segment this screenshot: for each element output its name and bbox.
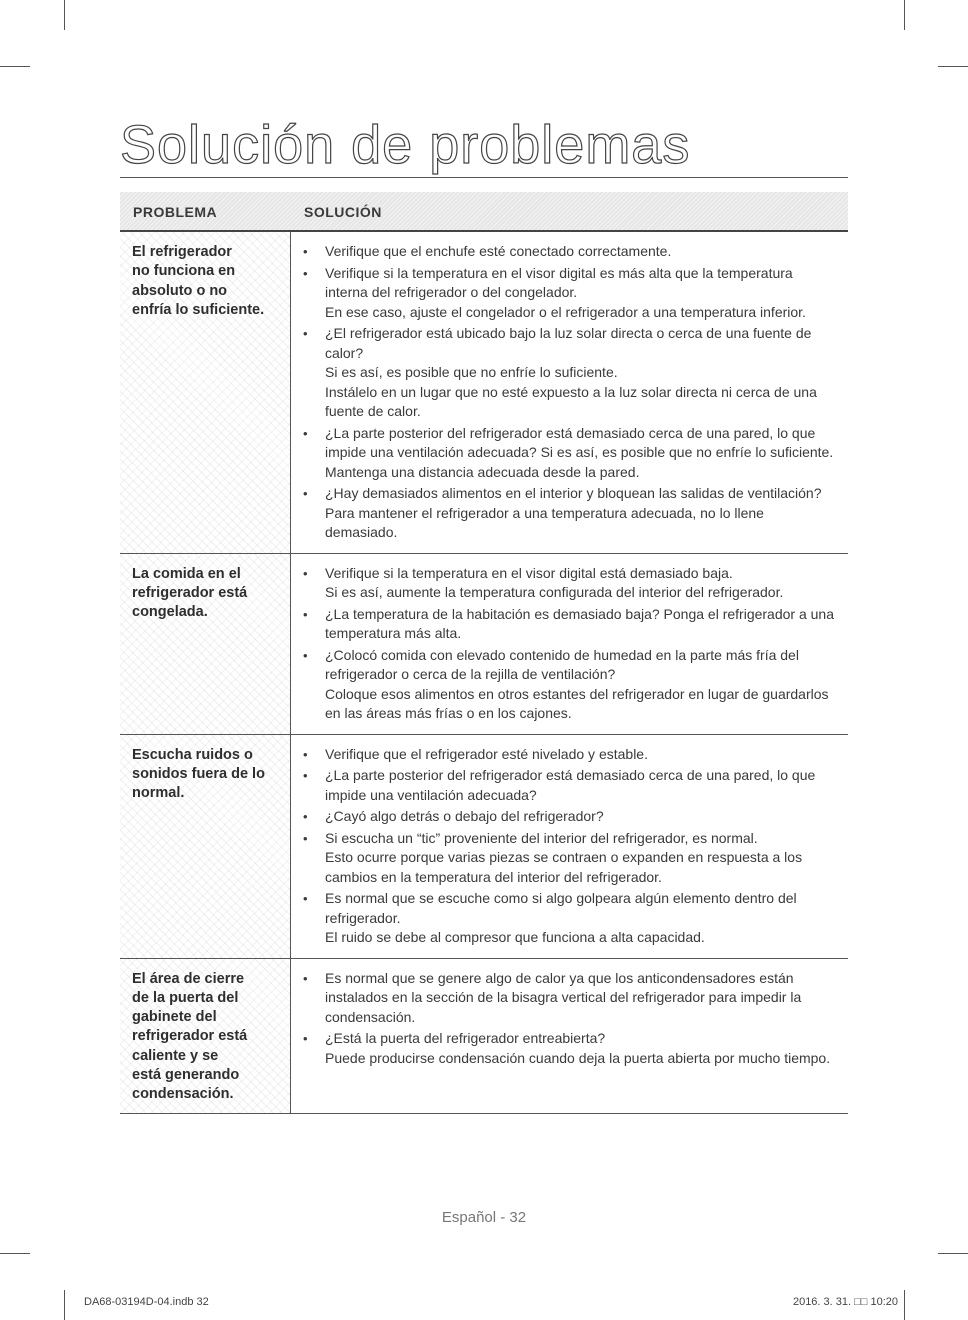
solution-item: • ¿Colocó comida con elevado contenido de humedad en la parte más fría del refrigerador o cerca de la rejilla de ventilación? Coloque esos alimentos en otros estantes del refrigerador en lugar de guardarlos en las áreas más frías o en los cajones. (303, 646, 829, 721)
title-rule (120, 177, 848, 178)
solution-cell (291, 554, 848, 734)
solution-item: • ¿Está la puerta del refrigerador entreabierta? Puede producirse condensación cuando deja la puerta abierta por mucho tiempo. (303, 1030, 831, 1066)
page-title: Solución de problemas (120, 115, 691, 175)
table-row (120, 554, 848, 735)
solution-text: ¿La parte posterior del refrigerador está demasiado cerca de una pared, lo que impide una ventilación adecuada? (325, 767, 816, 803)
problem-text: El refrigerador no funciona en absoluto o no enfría lo suficiente. (132, 244, 265, 318)
solution-text: Verifique si la temperatura en el visor digital es más alta que la temperatura interna del refrigerador o del congelador. En ese caso, ajuste el congelador o el refrigerador a una temperatura inferior. (325, 264, 806, 320)
solution-item: • ¿La parte posterior del refrigerador está demasiado cerca de una pared, lo que impide una ventilación adecuada? (303, 767, 816, 803)
crop-mark-right-top (938, 66, 968, 67)
solution-text: Si escucha un “tic” proveniente del interior del refrigerador, es normal. Esto ocurre porque varias piezas se contraen o expanden en respuesta a los cambios en la temperatura del interior del refrigerador. (325, 829, 803, 885)
solution-item: • ¿Hay demasiados alimentos en el interior y bloquean las salidas de ventilación? Para mantener el refrigerador a una temperatura adecuada, no lo llene demasiado. (303, 485, 822, 540)
problem-text: El área de cierre de la puerta del gabinete del refrigerador está caliente y se está generando condensación. (132, 970, 248, 1103)
problem-cell (120, 959, 291, 1113)
header-solution: SOLUCIÓN (304, 204, 382, 220)
table-row (120, 959, 848, 1114)
solution-text: ¿Está la puerta del refrigerador entreabierta? Puede producirse condensación cuando deja la puerta abierta por mucho tiempo. (325, 1030, 831, 1066)
print-file-info: DA68-03194D-04.indb 32 (84, 1296, 209, 1308)
solution-text: ¿La temperatura de la habitación es demasiado baja? Ponga el refrigerador a una temperatura más alta. (325, 605, 834, 641)
page-number: Español - 32 (441, 1209, 527, 1226)
solution-item: • Es normal que se escuche como si algo golpeara algún elemento dentro del refrigerador. El ruido se debe al compresor que funciona a alta capacidad. (303, 890, 797, 945)
problem-cell (120, 735, 291, 958)
solution-text: ¿Cayó algo detrás o debajo del refrigerador? (325, 808, 604, 824)
solution-text: ¿Colocó comida con elevado contenido de humedad en la parte más fría del refrigerador o cerca de la rejilla de ventilación? Coloque esos alimentos en otros estantes del refrigerador en lugar de guardarlos en las áreas más frías o en los cajones. (325, 646, 829, 721)
problem-text: Escucha ruidos o sonidos fuera de lo normal. (132, 746, 265, 802)
solution-text: Es normal que se escuche como si algo golpeara algún elemento dentro del refrigerador. El ruido se debe al compresor que funciona a alta capacidad. (325, 890, 797, 945)
crop-mark-left-bottom (0, 1253, 30, 1254)
crop-mark-right-bottom (938, 1253, 968, 1254)
solution-cell (291, 959, 848, 1113)
problem-cell (120, 554, 291, 734)
table-header (120, 192, 848, 232)
crop-mark-bottom-left (64, 1290, 65, 1320)
header-problem: PROBLEMA (133, 204, 218, 220)
solution-text: Verifique que el enchufe esté conectado correctamente. (325, 243, 672, 259)
crop-mark-bottom-right (904, 1290, 905, 1320)
problem-text: La comida en el refrigerador está congelada. (132, 565, 248, 621)
solution-text: ¿El refrigerador está ubicado bajo la luz solar directa o cerca de una fuente de calor? Si es así, es posible que no enfríe lo suficiente. Instálelo en un lugar que no esté expuesto a la luz solar directa ni cerca de una fuente de calor. (325, 325, 817, 419)
solution-text: ¿La parte posterior del refrigerador está demasiado cerca de una pared, lo que impide una ventilación adecuada? Si es así, es posible que no enfríe lo suficiente. Mantenga una distancia adecuada desde la pared. (325, 424, 834, 480)
solution-cell (291, 735, 848, 958)
solution-item: • Si escucha un “tic” proveniente del interior del refrigerador, es normal. Esto ocurre porque varias piezas se contraen o expanden en respuesta a los cambios en la temperatura del interior del refrigerador. (303, 829, 803, 885)
crop-mark-top-right (904, 0, 905, 30)
solution-item: • Verifique que el enchufe esté conectado correctamente. (303, 243, 672, 259)
troubleshooting-table (120, 192, 848, 1114)
print-date-info: 2016. 3. 31. □□ 10:20 (792, 1296, 898, 1308)
solution-item: • Verifique si la temperatura en el visor digital está demasiado baja. Si es así, aumente la temperatura configurada del interior del refrigerador. (303, 564, 784, 600)
crop-mark-top-left (64, 0, 65, 30)
solution-text: Verifique que el refrigerador esté nivelado y estable. (325, 745, 648, 762)
solution-item: • Verifique si la temperatura en el visor digital es más alta que la temperatura interna del refrigerador o del congelador. En ese caso, ajuste el congelador o el refrigerador a una temperatura inferior. (303, 264, 806, 320)
solution-text: Verifique si la temperatura en el visor digital está demasiado baja. Si es así, aumente la temperatura configurada del interior del refrigerador. (325, 564, 784, 600)
solution-text: Es normal que se genere algo de calor ya que los anticondensadores están instalados en la sección de la bisagra vertical del refrigerador para impedir la condensación. (325, 969, 802, 1025)
solution-cell (291, 232, 848, 553)
solution-item: • ¿Cayó algo detrás o debajo del refrigerador? (303, 808, 604, 824)
table-row (120, 232, 848, 554)
solution-item: • ¿La temperatura de la habitación es demasiado baja? Ponga el refrigerador a una temperatura más alta. (303, 605, 834, 641)
solution-text: ¿Hay demasiados alimentos en el interior y bloquean las salidas de ventilación? Para mantener el refrigerador a una temperatura adecuada, no lo llene demasiado. (325, 485, 822, 540)
solution-item: • ¿El refrigerador está ubicado bajo la luz solar directa o cerca de una fuente de calor? Si es así, es posible que no enfríe lo suficiente. Instálelo en un lugar que no esté expuesto a la luz solar directa ni cerca de una fuente de calor. (303, 325, 817, 419)
crop-mark-left-top (0, 66, 30, 67)
solution-item: • Es normal que se genere algo de calor ya que los anticondensadores están instalados en la sección de la bisagra vertical del refrigerador para impedir la condensación. (303, 969, 802, 1025)
problem-cell (120, 232, 291, 553)
solution-item: • ¿La parte posterior del refrigerador está demasiado cerca de una pared, lo que impide una ventilación adecuada? Si es así, es posible que no enfríe lo suficiente. Mantenga una distancia adecuada desde la pared. (303, 424, 834, 480)
table-row (120, 735, 848, 959)
solution-item: • Verifique que el refrigerador esté nivelado y estable. (303, 745, 648, 762)
